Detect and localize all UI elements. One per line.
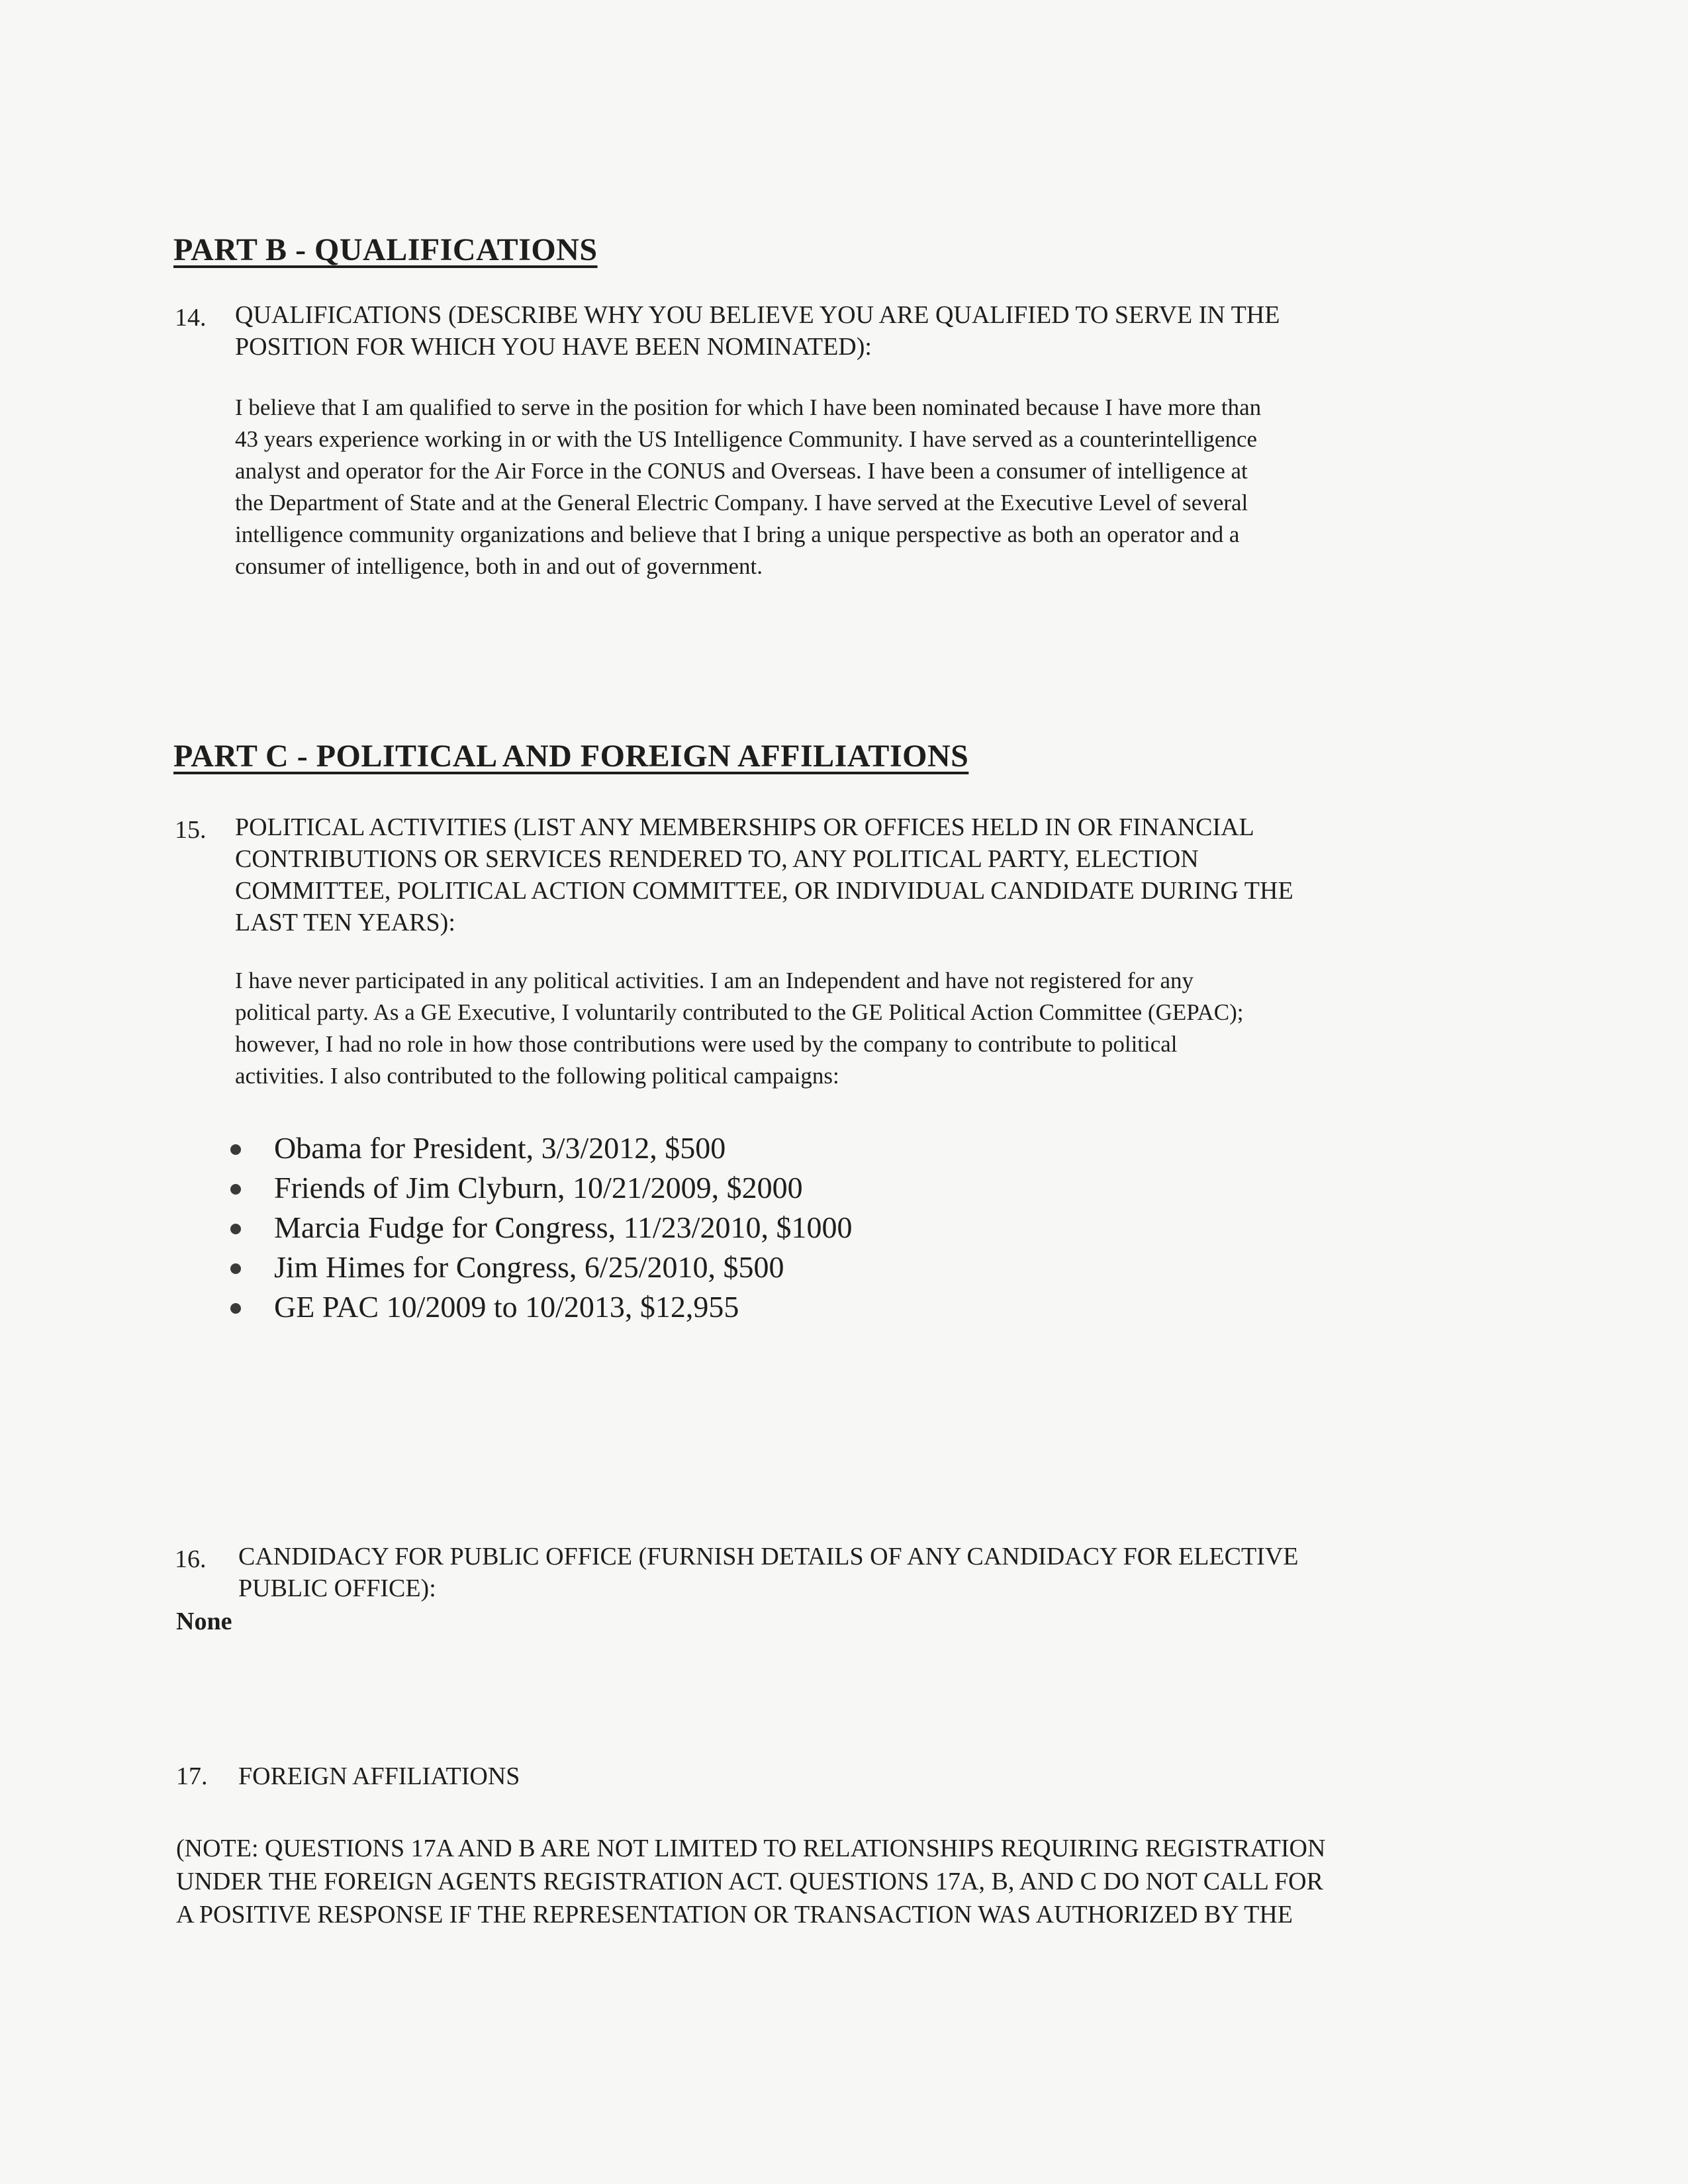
question-17-title: FOREIGN AFFILIATIONS: [238, 1762, 520, 1790]
contribution-text: Jim Himes for Congress, 6/25/2010, $500: [274, 1250, 784, 1284]
answer-15-line-3: however, I had no role in how those contributions were used by the company to contribute to political: [235, 1031, 1178, 1057]
bullet-icon: [230, 1263, 241, 1274]
question-16-text: [238, 1541, 1299, 1604]
part-c-heading: PART C - POLITICAL AND FOREIGN AFFILIATIONS: [173, 739, 969, 774]
contribution-text: GE PAC 10/2009 to 10/2013, $12,955: [274, 1290, 739, 1324]
question-14-line-1: QUALIFICATIONS (DESCRIBE WHY YOU BELIEVE YOU ARE QUALIFIED TO SERVE IN THE: [235, 301, 1280, 329]
note-17-line-1: (NOTE: QUESTIONS 17A AND B ARE NOT LIMITED TO RELATIONSHIPS REQUIRING REGISTRATION: [176, 1835, 1326, 1862]
list-item: [225, 1208, 852, 1248]
contribution-text: Obama for President, 3/3/2012, $500: [274, 1131, 726, 1165]
answer-14-line-3: analyst and operator for the Air Force in the CONUS and Overseas. I have been a consumer of intelligence at: [235, 458, 1248, 484]
bullet-icon: [230, 1144, 241, 1155]
question-16-line-2: PUBLIC OFFICE):: [238, 1574, 436, 1602]
note-17-line-3: A POSITIVE RESPONSE IF THE REPRESENTATION OR TRANSACTION WAS AUTHORIZED BY THE: [176, 1901, 1293, 1929]
note-17-line-2: UNDER THE FOREIGN AGENTS REGISTRATION ACT. QUESTIONS 17A, B, AND C DO NOT CALL FOR: [176, 1868, 1323, 1895]
answer-14-line-6: consumer of intelligence, both in and out of government.: [235, 553, 763, 579]
question-15-line-1: POLITICAL ACTIVITIES (LIST ANY MEMBERSHIPS OR OFFICES HELD IN OR FINANCIAL: [235, 813, 1254, 841]
question-14-line-2: POSITION FOR WHICH YOU HAVE BEEN NOMINATED):: [235, 333, 872, 361]
question-14-text: [235, 299, 1280, 363]
list-item: [225, 1128, 852, 1168]
list-item: [225, 1248, 852, 1287]
question-16-line-1: CANDIDACY FOR PUBLIC OFFICE (FURNISH DETAILS OF ANY CANDIDACY FOR ELECTIVE: [238, 1543, 1299, 1570]
contribution-text: Marcia Fudge for Congress, 11/23/2010, $1000: [274, 1210, 853, 1244]
bullet-icon: [230, 1303, 241, 1314]
question-15-text: [235, 811, 1293, 938]
question-15-number: 15.: [175, 816, 207, 844]
question-17-number: 17.: [176, 1762, 208, 1790]
list-item: [225, 1168, 852, 1208]
question-15-line-4: LAST TEN YEARS):: [235, 909, 455, 936]
contributions-list: [225, 1128, 852, 1327]
contribution-text: Friends of Jim Clyburn, 10/21/2009, $2000: [274, 1171, 803, 1205]
answer-15-line-4: activities. I also contributed to the following political campaigns:: [235, 1063, 839, 1089]
answer-15-line-2: political party. As a GE Executive, I voluntarily contributed to the GE Political Action Committee (GEPAC);: [235, 999, 1244, 1025]
answer-15-line-1: I have never participated in any political activities. I am an Independent and have not registered for any: [235, 968, 1194, 993]
question-15-answer: [235, 965, 1244, 1092]
list-item: [225, 1287, 852, 1327]
part-b-heading: PART B - QUALIFICATIONS: [173, 232, 598, 267]
question-14-number: 14.: [175, 304, 207, 332]
answer-14-line-1: I believe that I am qualified to serve in the position for which I have been nominated because I have more than: [235, 394, 1262, 420]
question-15-line-3: COMMITTEE, POLITICAL ACTION COMMITTEE, OR INDIVIDUAL CANDIDATE DURING THE: [235, 877, 1293, 905]
answer-14-line-5: intelligence community organizations and believe that I bring a unique perspective as both an operator and a: [235, 522, 1240, 547]
question-16-number: 16.: [175, 1545, 207, 1573]
bullet-icon: [230, 1184, 241, 1195]
question-15-line-2: CONTRIBUTIONS OR SERVICES RENDERED TO, ANY POLITICAL PARTY, ELECTION: [235, 845, 1199, 873]
question-16-answer: None: [176, 1608, 232, 1635]
answer-14-line-2: 43 years experience working in or with the US Intelligence Community. I have served as a counterintelligence: [235, 426, 1258, 452]
question-17-note: [176, 1832, 1325, 1931]
question-14-answer: [235, 392, 1261, 582]
bullet-icon: [230, 1224, 241, 1234]
answer-14-line-4: the Department of State and at the General Electric Company. I have served at the Executive Level of several: [235, 490, 1248, 516]
